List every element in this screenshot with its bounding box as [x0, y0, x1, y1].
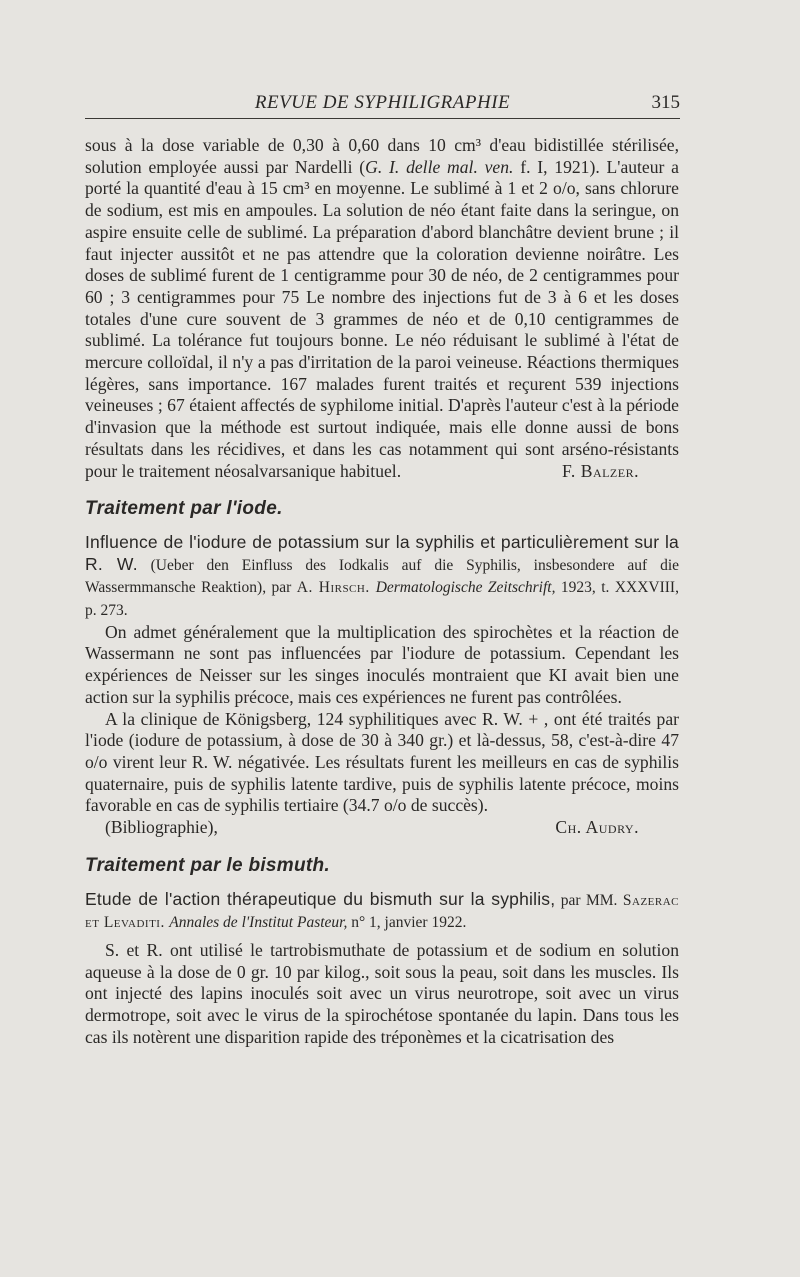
- ref-text: (Ueber den Einfluss des Iodkalis auf die Syphilis, insbesondere auf die Wassermmansche Reaktion), par: [85, 556, 680, 597]
- ref-author: A. Hirsch.: [296, 579, 370, 597]
- page-number: 315: [651, 92, 680, 113]
- article1-paragraph: [85, 135, 679, 482]
- text-run: sous à la dose variable de 0,30 à 0,60 dans 10 cm³ d'eau bidistillée stérilisée, solution employée aussi par Nardelli (: [85, 135, 679, 177]
- author-signature: F. Balzer.: [562, 460, 639, 481]
- ref-journal: Dermatologische Zeitschrift,: [375, 579, 556, 597]
- text-run: f. I, 1921). L'auteur a porté la quantité d'eau à 15 cm³ en moyenne. Le sublimé à 1 et 2 o/o, sans chlorure de sodium, est mis en ampoules. La solution de néo étant faite dans la seringue, on aspire ensuite celle de sublimé. La préparation d'abord blanchâtre devient brune ; il faut injecter aussitôt et ne pas attendre que la coloration devienne noirâtre. Les doses de sublimé furent de 1 centigramme pour 30 de néo, de 2 centigrammes pour 60 ; 3 centigrammes pour 75 Le nombre des injections fut de 3 à 6 et les doses totales d'une cure souvent de 3 grammes de néo et de 0,10 centigrammes de sublimé. La tolérance fut toujours bonne. Le néo réduisant le sublimé à l'état de mercure colloïdal, il n'y a pas d'irritation de la paroi veineuse. Réactions thermiques légères, sans importance. 167 malades furent traités et reçurent 539 injections veineuses ; 67 étaient affectés de syphilome initial. D'après l'auteur c'est à la période d'invasion que la méthode est surtout indiquée, mais elle donne aussi de bons résultats dans les récidives, et dans les cas notamment qui sont arséno-résistants pour le traitement néosalvarsanique habituel.: [85, 156, 679, 481]
- ref-text: n° 1, janvier 1922.: [347, 914, 467, 932]
- body-paragraph: S. et R. ont utilisé le tartrobismuthate de potassium et de sodium en solution aqueuse à la dose de 0 gr. 10 par kilog., soit sous la peau, soit dans les muscles. Ils ont injecté des lapins inoculés soit avec un virus neurotrope, soit avec un virus dermotrope, soit avec le virus de la spirochétose spontanée du lapin. Dans tous les cas ils notèrent une disparition rapide des tréponèmes et la cicatrisation des: [85, 939, 679, 1047]
- article-reference: [85, 532, 679, 622]
- section-heading-iode: Traitement par l'iode.: [85, 498, 283, 520]
- bibliography-label: (Bibliographie),: [105, 817, 218, 838]
- section-heading-bismuth: Traitement par le bismuth.: [85, 854, 331, 876]
- page-body: [85, 135, 679, 1048]
- ref-text: 1923, t. XXXVIII, p. 273.: [85, 579, 679, 620]
- author-signature: Ch. Audry.: [555, 817, 639, 838]
- journal-citation: G. I. delle mal. ven.: [365, 156, 514, 177]
- ref-journal: Annales de l'Institut Pasteur,: [169, 914, 348, 932]
- article-title: Etude de l'action thérapeutique du bismuth sur la syphilis,: [85, 888, 556, 909]
- article-title: Influence de l'iodure de potassium sur la syphilis et particulièrement sur la R. W.: [85, 531, 679, 574]
- bibliography-line: [85, 817, 679, 839]
- article-reference: [85, 889, 679, 934]
- ref-authors: Sazerac et Levaditi.: [85, 891, 679, 932]
- running-title: REVUE DE SYPHILIGRAPHIE: [254, 92, 511, 113]
- running-header: [85, 92, 680, 119]
- body-paragraph: On admet généralement que la multiplication des spirochètes et la réaction de Wassermann ne sont pas influencées par l'iodure de potassium. Cependant les expériences de Neisser sur les singes inoculés montraient que KI avait bien une action sur la syphilis précoce, mais ces expériences ne furent pas contrôlées.: [85, 621, 679, 707]
- body-paragraph: A la clinique de Königsberg, 124 syphilitiques avec R. W. + , ont été traités par l'iode (iodure de potassium, à dose de 30 à 340 gr.) et là-dessus, 58, c'est-à-dire 47 o/o virent leur R. W. négativée. Les résultats furent les meilleurs en cas de syphilis quaternaire, puis de syphilis latente tardive, puis de syphilis latente précoce, moins favorable en cas de syphilis tertiaire (34.7 o/o de succès).: [85, 708, 679, 816]
- ref-text: par MM.: [555, 891, 623, 909]
